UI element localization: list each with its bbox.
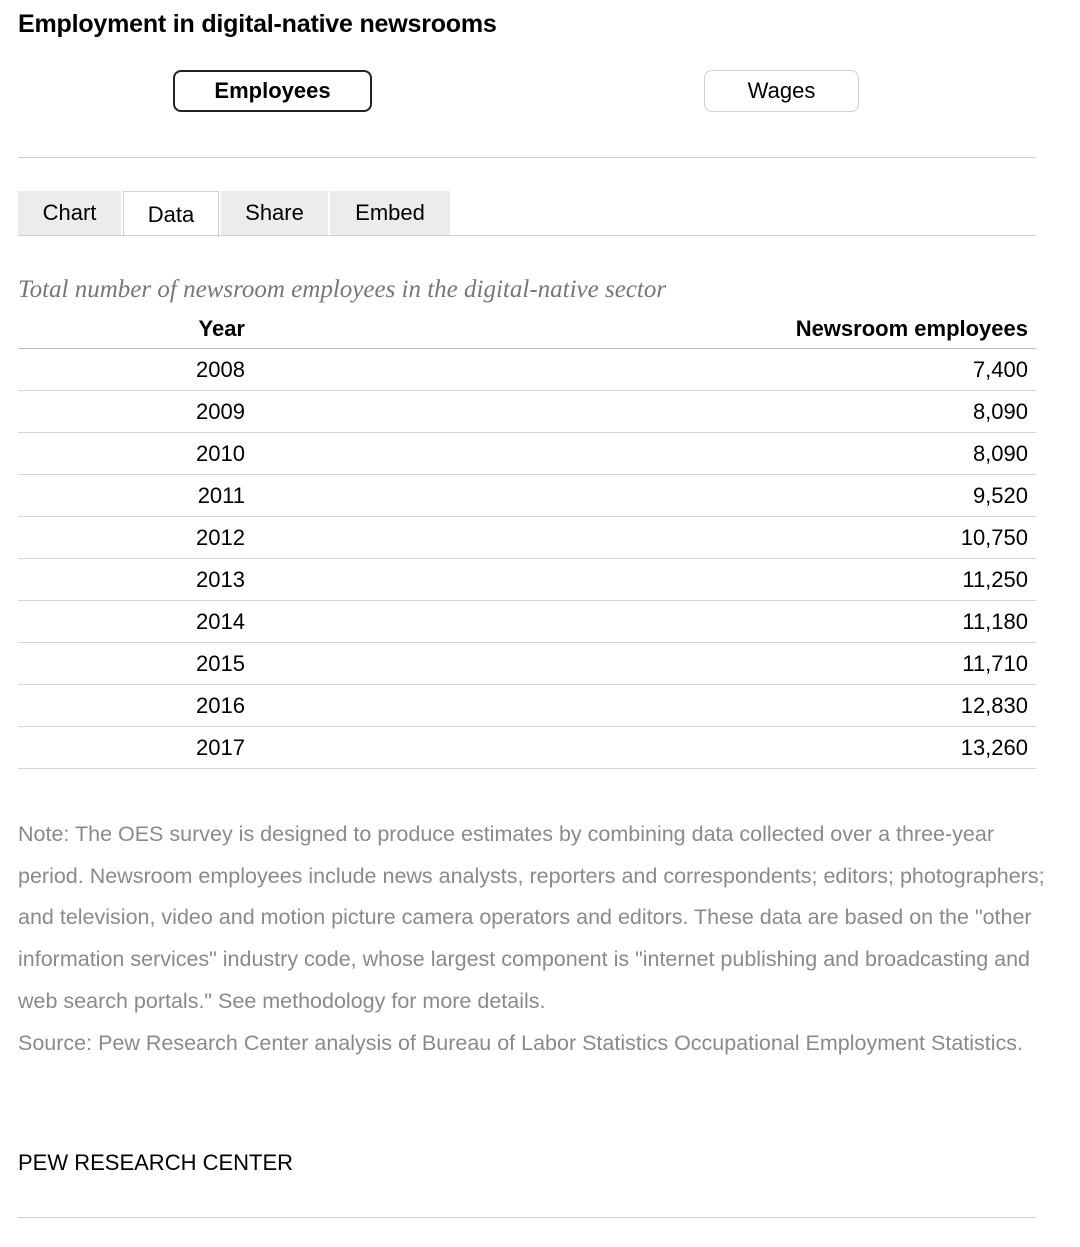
wages-toggle-button[interactable]: Wages <box>704 70 859 112</box>
table-row <box>18 433 1036 475</box>
data-table <box>18 310 1036 769</box>
year-cell: 2015 <box>18 643 245 685</box>
employees-cell: 13,260 <box>245 727 1036 769</box>
column-header-employees: Newsroom employees <box>245 310 1036 349</box>
year-cell: 2009 <box>18 391 245 433</box>
employees-cell: 11,250 <box>245 559 1036 601</box>
tabs-divider <box>18 235 1036 236</box>
employees-cell: 8,090 <box>245 391 1036 433</box>
employees-cell: 7,400 <box>245 349 1036 391</box>
table-row <box>18 475 1036 517</box>
tab-chart[interactable]: Chart <box>18 191 121 235</box>
year-cell: 2010 <box>18 433 245 475</box>
methodology-note: Note: The OES survey is designed to produce estimates by combining data collected over a three-year period. Newsroom employees include news analysts, reporters and correspondents; editors; photographers; and television, video and motion picture camera operators and editors. These data are based on the "other information services" industry code, whose largest component is "internet publishing and broadcasting and web search portals." See methodology for more details. <box>18 822 1045 1013</box>
table-row <box>18 727 1036 769</box>
table-subtitle: Total number of newsroom employees in the digital-native sector <box>18 276 667 303</box>
footer-divider <box>18 1217 1036 1218</box>
table-row <box>18 685 1036 727</box>
header-divider <box>18 157 1036 158</box>
page-title: Employment in digital-native newsrooms <box>18 10 497 38</box>
year-cell: 2013 <box>18 559 245 601</box>
tab-share[interactable]: Share <box>221 191 328 235</box>
year-cell: 2012 <box>18 517 245 559</box>
table-row <box>18 559 1036 601</box>
year-cell: 2011 <box>18 475 245 517</box>
view-tabs <box>18 191 452 235</box>
tab-embed[interactable]: Embed <box>330 191 450 235</box>
source-note: Source: Pew Research Center analysis of Bureau of Labor Statistics Occupational Employment Statistics. <box>18 1030 1023 1055</box>
employees-cell: 11,180 <box>245 601 1036 643</box>
tab-data[interactable]: Data <box>123 191 219 237</box>
employees-cell: 12,830 <box>245 685 1036 727</box>
employees-cell: 8,090 <box>245 433 1036 475</box>
year-cell: 2008 <box>18 349 245 391</box>
brand-label: PEW RESEARCH CENTER <box>18 1150 294 1175</box>
employees-cell: 10,750 <box>245 517 1036 559</box>
employees-toggle-button[interactable]: Employees <box>173 70 372 112</box>
year-cell: 2016 <box>18 685 245 727</box>
year-cell: 2017 <box>18 727 245 769</box>
column-header-year: Year <box>18 310 245 349</box>
table-row <box>18 349 1036 391</box>
table-row <box>18 517 1036 559</box>
table-row <box>18 601 1036 643</box>
year-cell: 2014 <box>18 601 245 643</box>
employees-cell: 9,520 <box>245 475 1036 517</box>
table-header-row <box>18 310 1036 349</box>
employees-cell: 11,710 <box>245 643 1036 685</box>
notes-block <box>18 814 1048 1064</box>
table-row <box>18 391 1036 433</box>
table-row <box>18 643 1036 685</box>
